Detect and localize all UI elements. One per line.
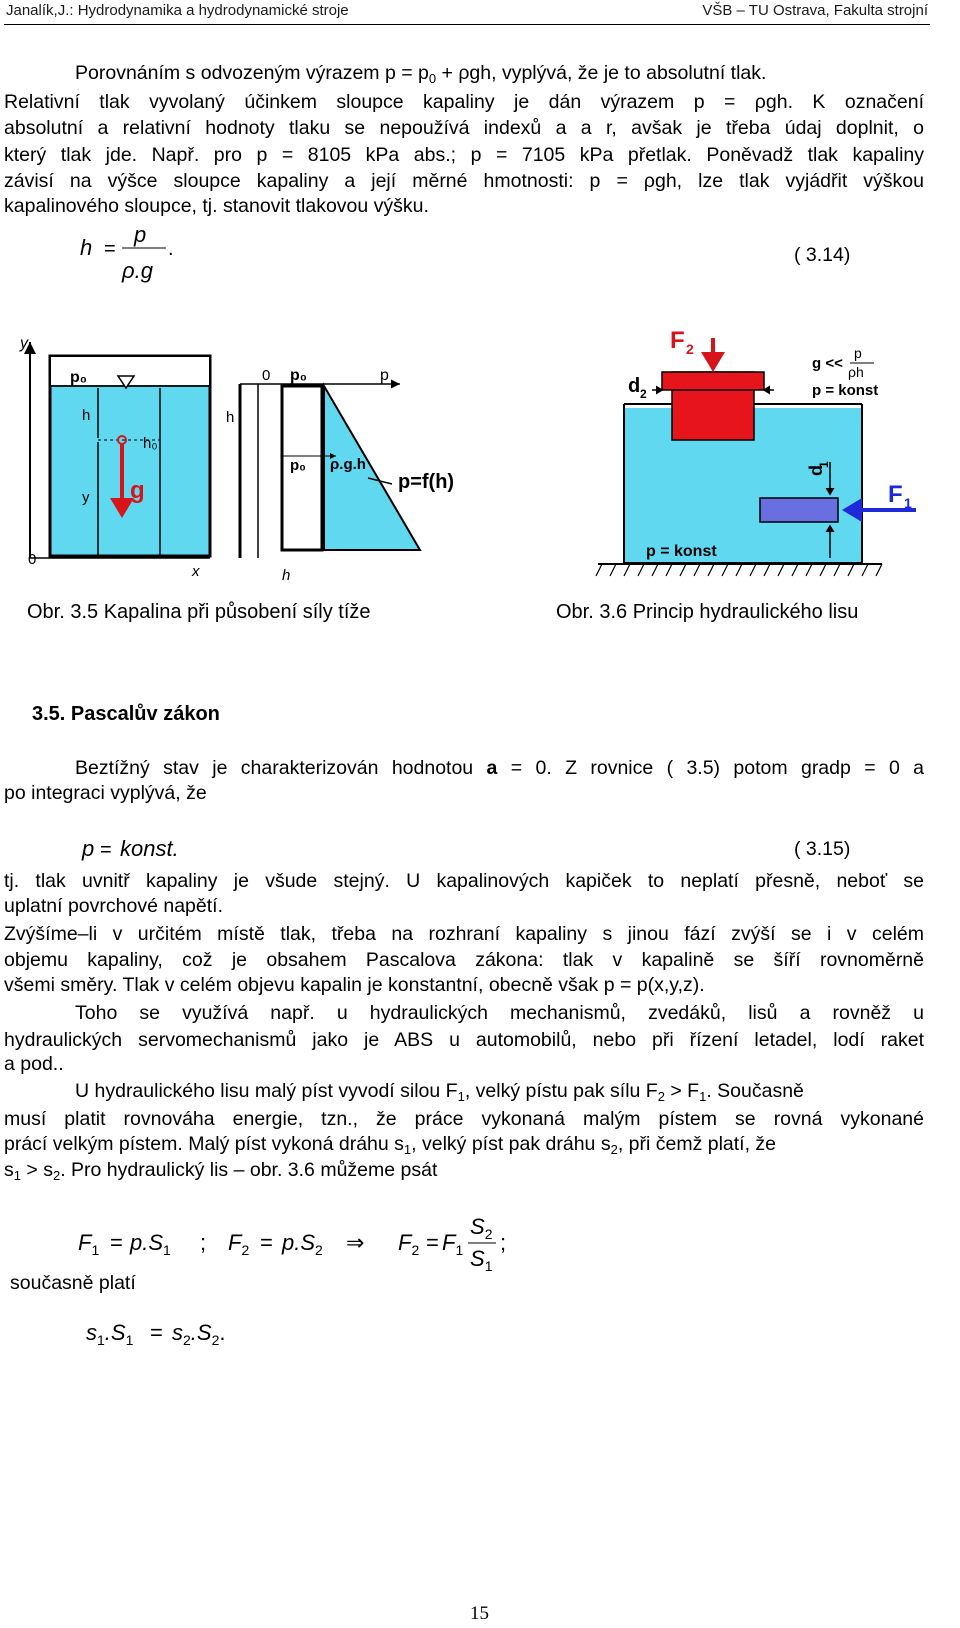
eqf-S1: $S_1$ — [470, 1246, 493, 1274]
soucasne-label: současně platí — [10, 1272, 136, 1294]
equation-paths — [78, 1312, 258, 1352]
label-F1: F — [888, 481, 903, 508]
label-rgh: ρ.g.h — [330, 456, 366, 473]
eq314-denominator: ρ.g — [122, 258, 153, 283]
eqf-semi2: ; — [500, 1230, 507, 1255]
label-p0-c: p₀ — [290, 457, 306, 474]
label-zero-b: 0 — [262, 367, 271, 384]
section-heading: 3.5. Pascalův zákon — [32, 703, 220, 725]
p2-line-2: po integraci vyplývá, že — [4, 782, 207, 804]
label-pfh: p=f(h) — [398, 471, 455, 493]
p4-line-2: objemu kapaliny, což je obsahem Pascalova zákona: tlak v kapalině se šíří rovnoměrně — [4, 949, 924, 971]
equation-forces — [72, 1212, 542, 1274]
header-rule — [4, 24, 930, 25]
eq314-equals: = — [104, 238, 116, 260]
p5-line-3: a pod.. — [4, 1053, 64, 1075]
eqf-S2: $S_2$ — [470, 1214, 493, 1242]
label-p-konst-top: p = konst — [812, 382, 879, 399]
eq314-period: . — [168, 238, 174, 260]
eq314-numerator: p — [134, 222, 147, 247]
label-h-b: h — [226, 409, 235, 426]
header-right: VŠB – TU Ostrava, Fakulta strojní — [702, 2, 928, 19]
page-number: 15 — [470, 1603, 489, 1624]
p3-line-1: tj. tlak uvnitř kapaliny je všude stejný. U kapalinových kapiček to neplatí přesně, neboť se — [4, 870, 924, 892]
svg-text:s2.S2.: $s_2.S_2$. — [172, 1320, 226, 1348]
header-left: Janalík,J.: Hydrodynamika a hydrodynamické stroje — [6, 2, 349, 19]
eqf-semi1: ; — [200, 1230, 207, 1255]
label-F2-sub: 2 — [686, 341, 694, 357]
eqf-F2b: $F_2$ — [398, 1230, 420, 1258]
p6-line-3: prácí velkým pístem. Malý píst vykoná dráhu $s_1$, velký píst pak dráhu $s_2$, při čemž platí, že — [4, 1133, 777, 1157]
p4-line-1: Zvýšíme–li v určitém místě tlak, třeba na rozhraní kapaliny s jinou fází zvýší se i v celém — [4, 923, 924, 945]
intro-line-1: Porovnáním s odvozeným výrazem $p = p_0 + \rho gh$, vyplývá, že je to absolutní tlak. — [75, 62, 767, 86]
eqf-eq3: = — [426, 1230, 439, 1255]
equation-3-14 — [70, 222, 190, 292]
ground-hatching — [596, 564, 882, 576]
intro-line-2: Relativní tlak vyvolaný účinkem sloupce kapaliny je dán výrazem p = ρgh. K označení — [4, 91, 924, 113]
eqf-F1: $F_1$ — [78, 1230, 100, 1258]
caption-fig-3-5: Obr. 3.5 Kapalina při působení síly tíže — [27, 601, 371, 623]
eqf-F2: $F_2$ — [228, 1230, 250, 1258]
label-p-frac: p — [854, 345, 862, 361]
label-d1-sub: 1 — [817, 461, 831, 468]
svg-text:=: = — [150, 1320, 163, 1345]
p2-line-1: Beztížný stav je charakterizován hodnotou a = 0. Z rovnice ( 3.5) potom gradp = 0 a — [75, 757, 925, 779]
label-h0: h₀ — [143, 435, 158, 452]
label-zero-a: 0 — [28, 551, 37, 568]
label-p0-a: p₀ — [70, 369, 87, 386]
equation-3-15 — [78, 832, 208, 866]
label-d2: d — [628, 375, 641, 397]
label-F1-sub: 1 — [904, 495, 912, 511]
eqf-eq2: = — [260, 1230, 273, 1255]
caption-fig-3-6: Obr. 3.6 Princip hydraulického lisu — [556, 601, 859, 623]
implies-icon: ⇒ — [346, 1230, 365, 1255]
p5-line-2: hydraulických servomechanismů jako je ABS u automobilů, nebo při řízení letadel, lodí raket — [4, 1029, 924, 1051]
intro-line-6: kapalinového sloupce, tj. stanovit tlakovou výšku. — [4, 195, 429, 217]
p6-line-2: musí platit rovnováha energie, tzn., že práce vykonaná malým pístem se rovná vykonané — [4, 1108, 924, 1130]
eq315-number: ( 3.15) — [794, 838, 851, 860]
eq315-rhs: konst. — [120, 836, 179, 861]
p5-line-1: Toho se využívá např. u hydraulických mechanismů, zvedáků, lisů a rovněž u — [75, 1002, 924, 1024]
label-d1: d — [806, 465, 826, 476]
small-piston — [760, 498, 838, 522]
eqf-F1b: $F_1$ — [442, 1230, 464, 1258]
intro-line-5: závisí na výšce sloupce kapaliny a její měrné hmotnosti: p = ρgh, lze tlak vyjádřit výškou — [4, 170, 924, 192]
intro-line-4: který tlak jde. Např. pro p = 8105 kPa abs.; p = 7105 kPa přetlak. Poněvadž tlak kapaliny — [4, 144, 924, 166]
label-p0-b: p₀ — [290, 367, 307, 384]
label-y-dim: y — [82, 489, 90, 506]
p3-line-2: uplatní povrchové napětí. — [4, 895, 223, 917]
label-p-b: p — [380, 367, 389, 384]
label-d2-sub: 2 — [640, 387, 647, 401]
label-h-axis: h — [282, 567, 291, 584]
eq314-number: ( 3.14) — [794, 244, 851, 266]
label-x-axis: x — [192, 563, 200, 580]
label-F2: F — [670, 327, 685, 354]
p4-line-3: všemi směry. Tlak v celém objevu kapalin je konstantní, obecně však p = p(x,y,z). — [4, 974, 705, 996]
eqf-eq1: = — [110, 1230, 123, 1255]
figure-3-6 — [566, 318, 944, 586]
label-y-axis: y — [20, 335, 28, 352]
figure-3-5 — [0, 318, 490, 590]
eqf-pS2: $p.S_2$ — [282, 1230, 323, 1258]
svg-text:s1.S1: $s_1.S_1$ — [86, 1320, 134, 1348]
eq315-equals: = — [100, 839, 112, 861]
label-h-a: h — [82, 407, 91, 424]
label-rho-h: ρh — [848, 364, 864, 380]
eq314-lhs: h — [80, 235, 93, 260]
intro-line-3: absolutní a relativní hodnoty tlaku se nepoužívá indexů a a r, avšak je třeba údaj doplnit, o — [4, 117, 924, 139]
label-g: g — [130, 477, 145, 504]
label-p-konst-bottom: p = konst — [646, 543, 717, 560]
label-g-cond: g << — [812, 355, 843, 372]
p6-line-1: U hydraulického lisu malý píst vyvodí silou $F_1$, velký pístu pak sílu $F_2 > F_1$. Současně — [75, 1080, 804, 1104]
p6-line-4: $s_1 > s_2$. Pro hydraulický lis – obr. 3.6 můžeme psát — [4, 1159, 438, 1183]
eqf-pS1: $p.S_1$ — [130, 1230, 171, 1258]
eq315-p: p — [82, 836, 95, 861]
